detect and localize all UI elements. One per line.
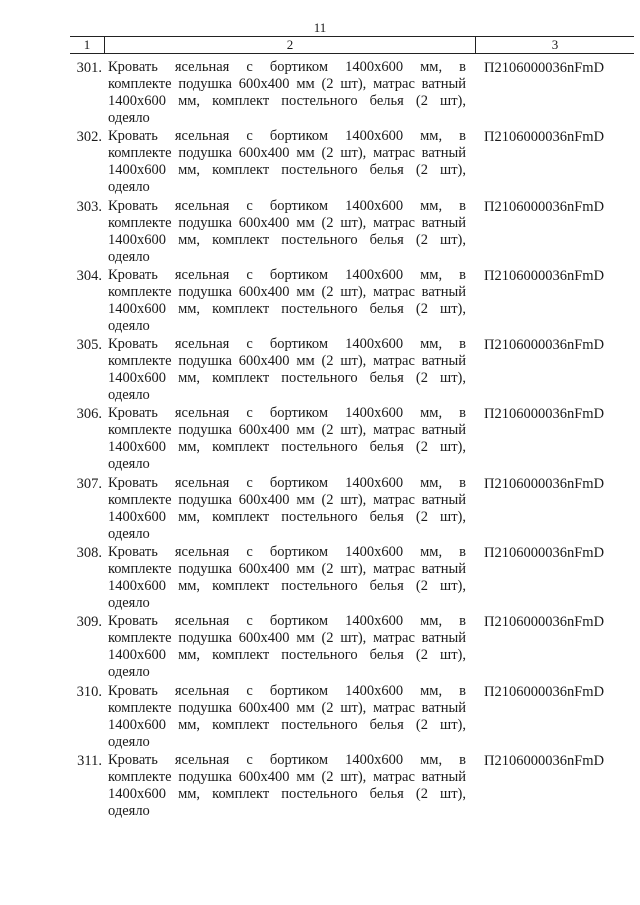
item-code: П2106000036nFmD bbox=[484, 475, 605, 492]
item-code: П2106000036nFmD bbox=[484, 337, 605, 354]
item-description-line: одеяло bbox=[108, 525, 150, 542]
item-description-line: одеяло bbox=[108, 456, 150, 473]
item-number: 311. bbox=[77, 752, 102, 769]
item-number: 310. bbox=[76, 683, 102, 700]
item-description-line: Кровать ясельная с бортиком 1400х600 мм, в bbox=[108, 128, 466, 145]
item-description-line: комплекте подушка 600х400 мм (2 шт), матрас ватный bbox=[108, 353, 466, 370]
list-item bbox=[0, 544, 640, 613]
list-item bbox=[0, 198, 640, 267]
item-description-line: Кровать ясельная с бортиком 1400х600 мм, в bbox=[108, 544, 466, 561]
item-description-line: 1400х600 мм, комплект постельного белья (2 шт), bbox=[108, 370, 466, 387]
item-description-line: Кровать ясельная с бортиком 1400х600 мм, в bbox=[108, 613, 466, 630]
table-header bbox=[70, 36, 634, 54]
item-code: П2106000036nFmD bbox=[484, 198, 605, 215]
item-number: 305. bbox=[76, 337, 102, 354]
item-description-line: комплекте подушка 600х400 мм (2 шт), матрас ватный bbox=[108, 768, 466, 785]
item-description-line: Кровать ясельная с бортиком 1400х600 мм, в bbox=[108, 682, 466, 699]
item-description-line: комплекте подушка 600х400 мм (2 шт), матрас ватный bbox=[108, 491, 466, 508]
item-description bbox=[108, 405, 466, 473]
item-description-line: Кровать ясельная с бортиком 1400х600 мм, в bbox=[108, 59, 466, 75]
item-description-line: 1400х600 мм, комплект постельного белья (2 шт), bbox=[108, 647, 466, 664]
item-description-line: Кровать ясельная с бортиком 1400х600 мм, в bbox=[108, 474, 466, 491]
item-code: П2106000036nFmD bbox=[484, 545, 605, 562]
item-description-line: Кровать ясельная с бортиком 1400х600 мм, в bbox=[108, 336, 466, 353]
item-code: П2106000036nFmD bbox=[484, 129, 605, 146]
item-number: 302. bbox=[76, 129, 102, 146]
item-description-line: 1400х600 мм, комплект постельного белья (2 шт), bbox=[108, 716, 466, 733]
item-code: П2106000036nFmD bbox=[484, 752, 605, 769]
item-description-line: комплекте подушка 600х400 мм (2 шт), матрас ватный bbox=[108, 630, 466, 647]
item-description-line: 1400х600 мм, комплект постельного белья (2 шт), bbox=[108, 231, 466, 248]
item-description-line: одеяло bbox=[108, 802, 150, 819]
list-item bbox=[0, 752, 640, 821]
item-description-line: комплекте подушка 600х400 мм (2 шт), матрас ватный bbox=[108, 283, 466, 300]
item-description-line: комплекте подушка 600х400 мм (2 шт), матрас ватный bbox=[108, 699, 466, 716]
item-description-line: одеяло bbox=[108, 110, 150, 126]
header-col-3: 3 bbox=[551, 37, 559, 52]
item-number: 303. bbox=[76, 198, 102, 215]
list-item bbox=[0, 405, 640, 474]
item-description-line: одеяло bbox=[108, 248, 150, 265]
list-item bbox=[0, 128, 640, 197]
item-description-line: комплекте подушка 600х400 мм (2 шт), матрас ватный bbox=[108, 76, 466, 92]
item-description bbox=[108, 544, 466, 612]
item-description-line: 1400х600 мм, комплект постельного белья (2 шт), bbox=[108, 93, 466, 109]
item-description-line: Кровать ясельная с бортиком 1400х600 мм, в bbox=[108, 405, 466, 422]
item-description-line: комплекте подушка 600х400 мм (2 шт), матрас ватный bbox=[108, 422, 466, 439]
item-description-line: Кровать ясельная с бортиком 1400х600 мм, в bbox=[108, 266, 466, 283]
list-item bbox=[0, 336, 640, 405]
item-description bbox=[108, 683, 466, 751]
list-item bbox=[0, 59, 640, 128]
list-item bbox=[0, 267, 640, 336]
item-description bbox=[108, 59, 466, 127]
item-number: 304. bbox=[76, 267, 102, 284]
header-col-2: 2 bbox=[105, 37, 476, 53]
item-description-line: комплекте подушка 600х400 мм (2 шт), матрас ватный bbox=[108, 214, 466, 231]
item-code: П2106000036nFmD bbox=[484, 60, 605, 76]
item-description bbox=[108, 613, 466, 681]
page-number: 11 bbox=[313, 20, 327, 35]
item-code: П2106000036nFmD bbox=[484, 267, 605, 284]
item-description-line: одеяло bbox=[108, 664, 150, 681]
item-description-line: 1400х600 мм, комплект постельного белья (2 шт), bbox=[108, 439, 466, 456]
item-number: 306. bbox=[76, 406, 102, 423]
item-number: 308. bbox=[76, 545, 102, 562]
item-number: 307. bbox=[76, 475, 102, 492]
item-description-line: 1400х600 мм, комплект постельного белья (2 шт), bbox=[108, 300, 466, 317]
list-item bbox=[0, 683, 640, 752]
item-description-line: одеяло bbox=[108, 317, 150, 334]
item-description-line: одеяло bbox=[108, 387, 150, 404]
item-description-line: 1400х600 мм, комплект постельного белья (2 шт), bbox=[108, 785, 466, 802]
header-col-1: 1 bbox=[70, 37, 105, 53]
item-description-line: комплекте подушка 600х400 мм (2 шт), матрас ватный bbox=[108, 561, 466, 578]
item-number: 301. bbox=[76, 60, 102, 76]
item-description-line: одеяло bbox=[108, 595, 150, 612]
item-description bbox=[108, 267, 466, 335]
item-description-line: 1400х600 мм, комплект постельного белья (2 шт), bbox=[108, 162, 466, 179]
item-code: П2106000036nFmD bbox=[484, 406, 605, 423]
item-description bbox=[108, 128, 466, 196]
item-list bbox=[0, 59, 640, 821]
item-description-line: Кровать ясельная с бортиком 1400х600 мм, в bbox=[108, 751, 466, 768]
item-description-line: 1400х600 мм, комплект постельного белья (2 шт), bbox=[108, 508, 466, 525]
item-description bbox=[108, 198, 466, 266]
item-description-line: Кровать ясельная с бортиком 1400х600 мм, в bbox=[108, 197, 466, 214]
item-code: П2106000036nFmD bbox=[484, 614, 605, 631]
item-code: П2106000036nFmD bbox=[484, 683, 605, 700]
item-description-line: одеяло bbox=[108, 733, 150, 750]
item-description-line: 1400х600 мм, комплект постельного белья (2 шт), bbox=[108, 578, 466, 595]
list-item bbox=[0, 475, 640, 544]
item-description bbox=[108, 752, 466, 820]
item-number: 309. bbox=[76, 614, 102, 631]
item-description-line: одеяло bbox=[108, 179, 150, 196]
item-description bbox=[108, 336, 466, 404]
item-description-line: комплекте подушка 600х400 мм (2 шт), матрас ватный bbox=[108, 145, 466, 162]
list-item bbox=[0, 613, 640, 682]
item-description bbox=[108, 475, 466, 543]
